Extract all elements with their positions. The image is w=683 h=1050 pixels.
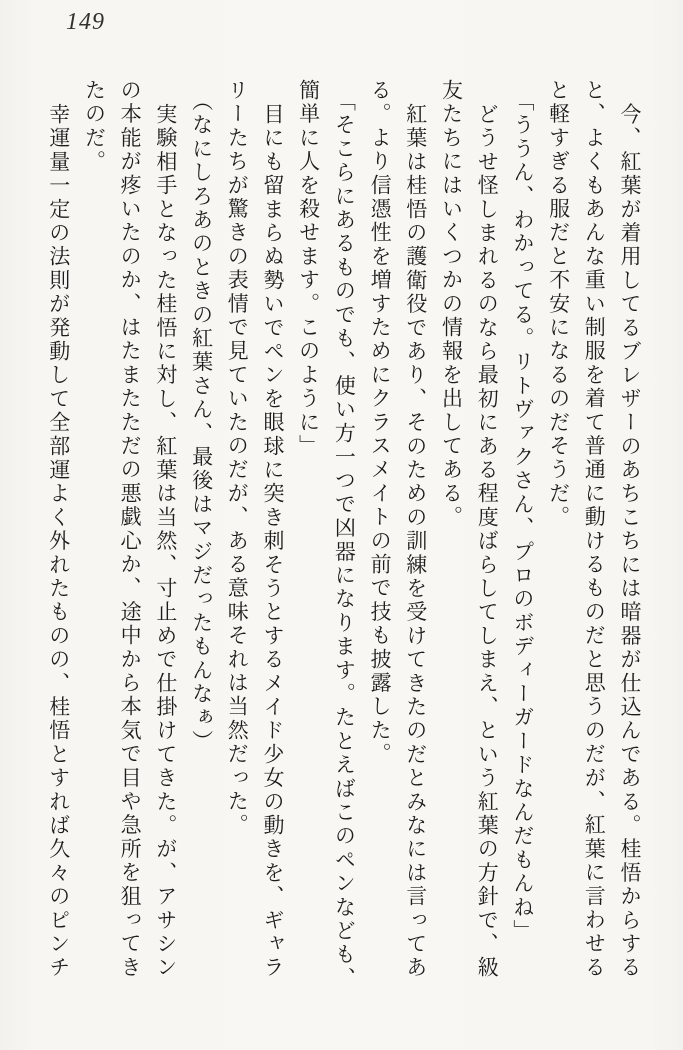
text-column: 幸運量一定の法則が発動して全部運よく外れたものの、桂悟とすれば久々のピンチ [46,103,71,980]
text-column: 「ううん、わかってる。リトヴァクさん、プロのボディーガードなんだもんね」 [510,90,535,944]
text-column: 目にも留まらぬ勢いでペンを眼球に突き刺そうとするメイド少女の動きを、ギャラ [260,103,285,980]
text-column: どうせ怪しまれるのなら最初にある程度ばらしてしまえ、という紅葉の方針で、級 [475,103,500,980]
text-column: 実験相手となった桂悟に対し、紅葉は当然、寸止めで仕掛けてきた。が、アサシン [153,103,178,980]
text-column: と軽すぎる服だと不安になるのだそうだ。 [546,79,571,530]
text-column: る。より信憑性を増すためにクラスメイトの前で技も披露した。 [368,79,393,767]
page-number: 149 [66,9,105,35]
text-column: （なにしろあのときの紅葉さん、最後はマジだったもんなぁ） [189,90,214,754]
text-column: 友たちにはいくつかの情報を出してある。 [439,79,464,530]
text-column: 今、紅葉が着用してるブレザーのあちこちには暗器が仕込んである。桂悟からする [618,103,642,980]
text-column: たのだ。 [82,79,107,174]
text-column: と、よくもあんな重い制服を着て普通に動けるものだと思うのだが、紅葉に言わせる [582,79,607,980]
text-column: の本能が疼いたのか、はたまたただの悪戯心か、途中から本気で目や急所を狙ってき [118,79,143,980]
text-column: 簡単に人を殺せます。このように」 [296,79,321,459]
vertical-text-block [40,79,647,1017]
text-column: 「そこらにあるものでも、使い方一つで凶器になります。たとえばこのペンなども、 [332,90,357,991]
text-column: 紅葉は桂悟の護衛役であり、そのための訓練を受けてきたのだとみなには言ってあ [403,103,428,980]
text-column: リーたちが驚きの表情で見ていたのだが、ある意味それは当然だった。 [225,79,250,838]
